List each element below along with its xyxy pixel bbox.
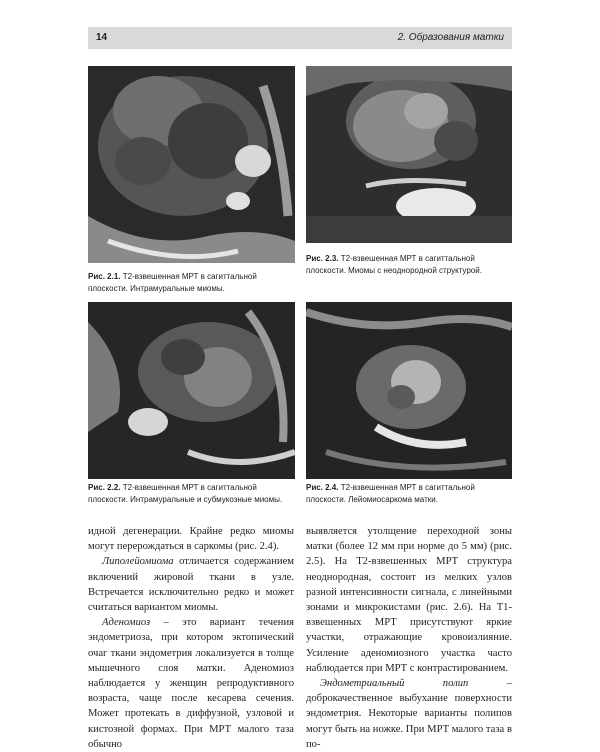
figure-2-3-caption	[306, 253, 512, 277]
figure-2-3-label: Рис. 2.3.	[306, 254, 339, 263]
term: Аденомиоз	[102, 617, 151, 629]
page-number: 14	[96, 32, 108, 43]
figure-2-1-image	[88, 66, 295, 263]
paragraph	[88, 615, 294, 752]
figure-2-4-caption	[306, 482, 512, 506]
figure-2-1-caption	[88, 271, 295, 295]
figure-2-2-caption	[88, 482, 295, 506]
paragraph-text: – доброкачественное выбухание поверхности эндометрия. Некоторые варианты полипов могут быть на ножке. При МРТ малого таза в по-	[306, 678, 512, 750]
figure-2-3-image	[306, 66, 512, 243]
figure-2-2-image	[88, 302, 295, 479]
figure-2-2-label: Рис. 2.2.	[88, 483, 121, 492]
paragraph: идной дегенерации. Крайне редко миомы могут перерождаться в саркомы (рис. 2.4).	[88, 526, 294, 553]
page-header	[88, 27, 512, 49]
paragraph-text: – это вариант течения эндометриоза, при котором эктопический очаг ткани эндометрия локализуется в толще мышечного слоя матки. Аденомиоз наблюдается у женщин репродуктивного возраста, чаще после кесарева сечения. Может протекать в диффузной, узловой и кистозной формах. При МРТ малого таза обычно	[88, 617, 294, 750]
body-column-right	[306, 524, 512, 752]
body-column-left	[88, 524, 294, 752]
paragraph-text: отличается содержанием включений жировой ткани в узле. Встречается исключительно редко и может считаться вариантом миомы.	[88, 556, 294, 614]
term: Липолейомиома	[102, 556, 174, 568]
figure-2-4-image	[306, 302, 512, 479]
figure-2-1-text: T2-взвешенная МРТ в сагиттальной плоскости. Интрамуральные миомы.	[88, 272, 257, 293]
figure-2-1-label: Рис. 2.1.	[88, 272, 121, 281]
figure-2-3-text: T2-взвешенная МРТ в сагиттальной плоскости. Миомы с неоднородной структурой.	[306, 254, 482, 275]
figure-2-2-text: T2-взвешенная МРТ в сагиттальной плоскости. Интрамуральные и субмукозные миомы.	[88, 483, 283, 504]
chapter-title: 2. Образования матки	[397, 32, 504, 43]
term: Эндометриальный полип	[320, 678, 469, 690]
figure-2-4-text: T2-взвешенная МРТ в сагиттальной плоскости. Лейомиосаркома матки.	[306, 483, 475, 504]
paragraph	[88, 554, 294, 615]
paragraph	[306, 676, 512, 752]
paragraph: выявляется утолщение переходной зоны матки (более 12 мм при норме до 5 мм) (рис. 2.5). На T2-взвешенных МРТ структура неоднородная, состоит из мелких узлов разной интенсивности сигнала, с линейными зонами и микрокистами (рис. 2.6). На T1-взвешенных МРТ присутствуют яркие участки, отражающие кровоизлияние. Усиление аденомиозного участка часто наблюдается при МРТ с контрастированием.	[306, 526, 512, 674]
figure-2-4-label: Рис. 2.4.	[306, 483, 339, 492]
